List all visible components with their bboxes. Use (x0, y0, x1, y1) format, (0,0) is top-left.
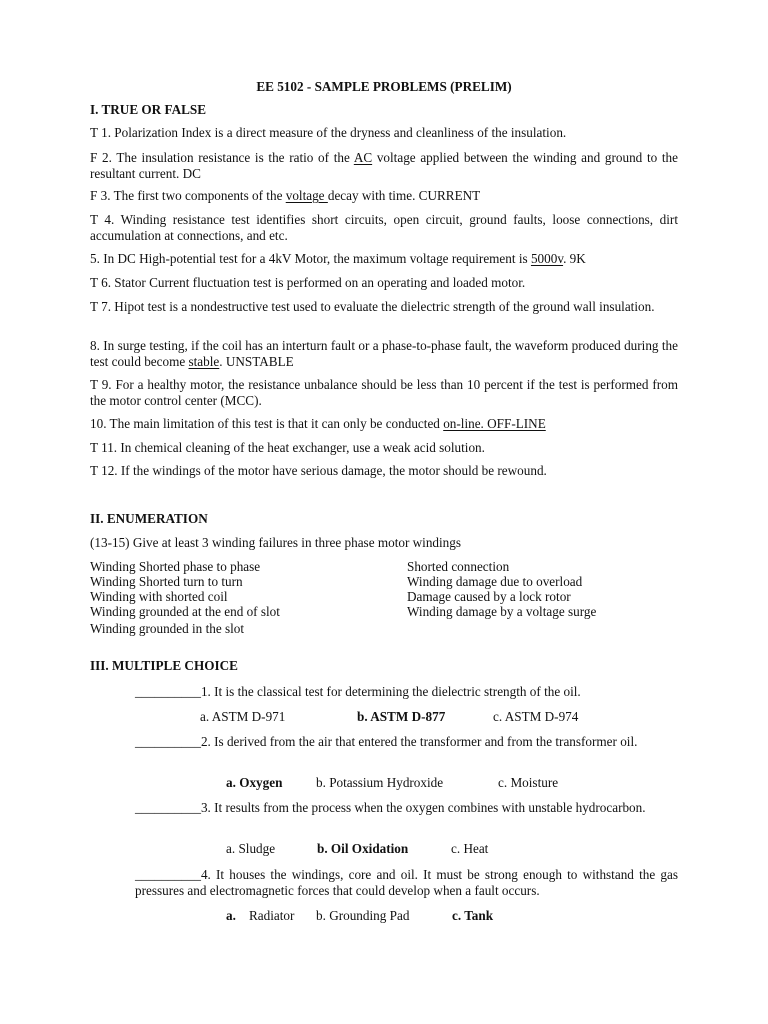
enumeration-left-column (90, 559, 280, 636)
tf-item-11: T 11. In chemical cleaning of the heat exchanger, use a weak acid solution. (90, 440, 485, 455)
mc-question-2: __________2. Is derived from the air that entered the transformer and from the transformer oil. (135, 734, 638, 749)
mc-option-a: a. Oxygen (226, 775, 283, 790)
page-title: EE 5102 - SAMPLE PROBLEMS (PRELIM) (256, 79, 512, 94)
list-item: Winding with shorted coil (90, 589, 228, 604)
tf-item-5: 5. In DC High-potential test for a 4kV Motor, the maximum voltage requirement is 5000v. 9K (90, 251, 586, 266)
list-item: Winding damage due to overload (407, 574, 583, 589)
section-heading-enumeration: II. ENUMERATION (90, 511, 208, 526)
list-item: Winding Shorted phase to phase (90, 559, 261, 574)
tf-item-2: F 2. The insulation resistance is the ratio of the AC voltage applied between the winding and ground to the resultant current. DC (90, 150, 678, 181)
mc-option-c: c. ASTM D-974 (493, 709, 579, 724)
enumeration-right-column (407, 559, 596, 619)
list-item: Winding Shorted turn to turn (90, 574, 243, 589)
mc-option-b: b. ASTM D-877 (357, 709, 446, 724)
mc-option-b: b. Grounding Pad (316, 908, 410, 923)
list-item: Winding damage by a voltage surge (407, 604, 597, 619)
mc-question-4: __________4. It houses the windings, core and oil. It must be strong enough to withstand the gas pressures and electromagnetic forces that could develop when a fault occurs. (135, 867, 678, 898)
list-item: Winding grounded at the end of slot (90, 604, 280, 619)
tf-item-6: T 6. Stator Current fluctuation test is performed on an operating and loaded motor. (90, 275, 526, 290)
section-heading-multiple-choice: III. MULTIPLE CHOICE (90, 658, 238, 673)
enumeration-prompt: (13-15) Give at least 3 winding failures in three phase motor windings (90, 535, 461, 550)
tf-item-12: T 12. If the windings of the motor have serious damage, the motor should be rewound. (90, 463, 547, 478)
tf-item-4: T 4. Winding resistance test identifies short circuits, open circuit, ground faults, loose connections, dirt accumulation at connections, and etc. (90, 212, 678, 243)
mc-option-a-letter: a. (226, 908, 236, 923)
tf-item-9: T 9. For a healthy motor, the resistance unbalance should be less than 10 percent if the test is performed from the motor control center (MCC). (90, 377, 678, 408)
tf-item-10: 10. The main limitation of this test is that it can only be conducted on-line. OFF-LINE (90, 416, 546, 431)
mc-option-c: c. Tank (452, 908, 494, 923)
mc-question-3: __________3. It results from the process when the oxygen combines with unstable hydrocarbon. (135, 800, 646, 815)
mc-option-b: b. Potassium Hydroxide (316, 775, 444, 790)
mc-option-a: Radiator (249, 908, 295, 923)
mc-option-a: a. Sludge (226, 841, 276, 856)
mc-option-b: b. Oil Oxidation (317, 841, 409, 856)
mc-option-a: a. ASTM D-971 (200, 709, 286, 724)
tf-item-8: 8. In surge testing, if the coil has an interturn fault or a phase-to-phase fault, the waveform produced during the test could become stable. UNSTABLE (90, 338, 678, 369)
mc-option-c: c. Moisture (498, 775, 559, 790)
mc-option-c: c. Heat (451, 841, 489, 856)
list-item: Damage caused by a lock rotor (407, 589, 571, 604)
tf-item-1: T 1. Polarization Index is a direct measure of the dryness and cleanliness of the insulation. (90, 125, 567, 140)
list-item: Winding grounded in the slot (90, 621, 245, 636)
section-heading-true-false: I. TRUE OR FALSE (90, 102, 207, 117)
tf-item-3: F 3. The first two components of the voltage decay with time. CURRENT (90, 188, 481, 203)
tf-item-7: T 7. Hipot test is a nondestructive test used to evaluate the dielectric strength of the ground wall insulation. (90, 299, 655, 314)
mc-question-1: __________1. It is the classical test for determining the dielectric strength of the oil. (135, 684, 581, 699)
list-item: Shorted connection (407, 559, 510, 574)
